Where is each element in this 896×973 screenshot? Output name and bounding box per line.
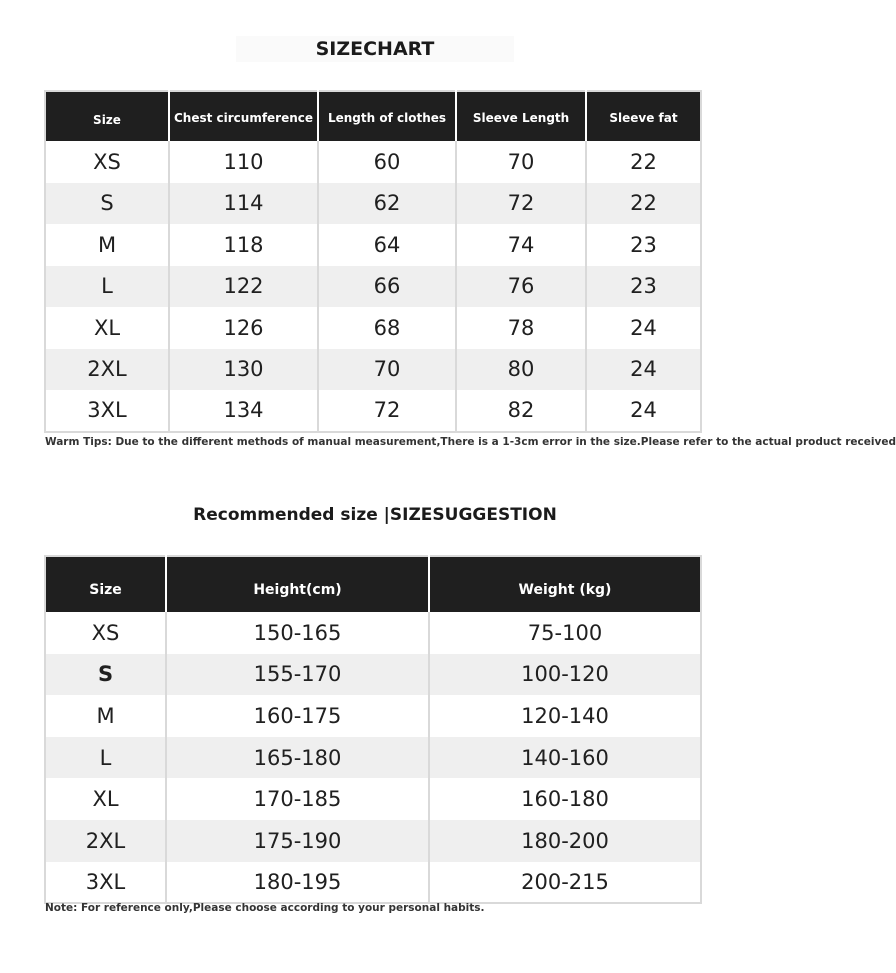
cell-sleeve-length: 70: [456, 141, 586, 183]
cell-height: 165-180: [166, 737, 429, 779]
cell-length: 66: [318, 266, 456, 308]
cell-height: 155-170: [166, 654, 429, 696]
cell-sleeve-fat: 23: [586, 266, 701, 308]
cell-chest: 126: [169, 307, 318, 349]
cell-size: XL: [93, 315, 121, 340]
size-chart-title: SIZECHART: [0, 38, 750, 60]
cell-chest: 114: [169, 183, 318, 225]
table-row: [45, 349, 701, 391]
cell-size: M: [96, 703, 115, 728]
cell-sleeve-fat: 24: [586, 349, 701, 391]
cell-size: L: [45, 737, 166, 779]
cell-weight: 180-200: [429, 820, 701, 862]
cell-sleeve-fat: 22: [586, 141, 701, 183]
cell-height: 180-195: [166, 862, 429, 904]
cell-size: L: [45, 266, 169, 308]
cell-sleeve-fat: 24: [586, 390, 701, 432]
cell-size: XS: [93, 149, 121, 174]
header-weight: Weight (kg): [429, 556, 701, 612]
table-row: [45, 307, 701, 349]
cell-size: M: [97, 232, 117, 257]
reference-note: Note: For reference only,Please choose according to your personal habits.: [45, 902, 485, 914]
cell-chest: 110: [169, 141, 318, 183]
cell-chest: 130: [169, 349, 318, 391]
table-row: [45, 141, 701, 183]
cell-length: 64: [318, 224, 456, 266]
cell-length: 68: [318, 307, 456, 349]
cell-height: 170-185: [166, 778, 429, 820]
cell-size: XL: [92, 787, 119, 812]
table-row: [45, 862, 701, 904]
cell-size: S: [45, 654, 166, 696]
cell-length: 70: [318, 349, 456, 391]
cell-weight: 140-160: [429, 737, 701, 779]
cell-height: 160-175: [166, 695, 429, 737]
cell-size: S: [45, 183, 169, 225]
header-sleeve-length: Sleeve Length: [456, 91, 586, 141]
suggestion-title: Recommended size |SIZESUGGESTION: [193, 505, 557, 525]
cell-chest: 122: [169, 266, 318, 308]
cell-height: 150-165: [166, 612, 429, 654]
cell-length: 60: [318, 141, 456, 183]
cell-sleeve-fat: 24: [586, 307, 701, 349]
cell-weight: 75-100: [429, 612, 701, 654]
size-chart-table: [44, 90, 702, 433]
cell-weight: 160-180: [429, 778, 701, 820]
cell-weight: 200-215: [429, 862, 701, 904]
table-row: [45, 820, 701, 862]
cell-size: XS: [91, 620, 120, 645]
header-chest: Chest circumference: [169, 91, 318, 141]
header-length: Length of clothes: [318, 91, 456, 141]
cell-chest: 134: [169, 390, 318, 432]
cell-size: 3XL: [87, 398, 127, 423]
header-height: Height(cm): [166, 556, 429, 612]
table-row: [45, 183, 701, 225]
table-header-row: [45, 556, 701, 612]
cell-sleeve-fat: 23: [586, 224, 701, 266]
header-size: Size: [45, 556, 166, 612]
cell-sleeve-length: 82: [456, 390, 586, 432]
header-size: Size: [45, 91, 169, 141]
cell-sleeve-length: 72: [456, 183, 586, 225]
table-row: [45, 612, 701, 654]
warm-tips-note: Warm Tips: Due to the different methods of manual measurement,There is a 1-3cm error in the size.Please refer to the actual product received: [45, 436, 896, 448]
cell-size: 3XL: [85, 869, 126, 894]
cell-length: 72: [318, 390, 456, 432]
table-row: [45, 654, 701, 696]
cell-length: 62: [318, 183, 456, 225]
cell-sleeve-length: 76: [456, 266, 586, 308]
table-row: [45, 224, 701, 266]
table-row: [45, 778, 701, 820]
header-sleeve-fat: Sleeve fat: [586, 91, 701, 141]
cell-sleeve-length: 80: [456, 349, 586, 391]
cell-size: 2XL: [45, 349, 169, 391]
cell-sleeve-length: 74: [456, 224, 586, 266]
size-suggestion-table: [44, 555, 702, 904]
cell-weight: 120-140: [429, 695, 701, 737]
cell-sleeve-length: 78: [456, 307, 586, 349]
cell-weight: 100-120: [429, 654, 701, 696]
table-header-row: [45, 91, 701, 141]
cell-sleeve-fat: 22: [586, 183, 701, 225]
table-row: [45, 266, 701, 308]
cell-height: 175-190: [166, 820, 429, 862]
cell-size: 2XL: [45, 820, 166, 862]
table-row: [45, 737, 701, 779]
table-row: [45, 695, 701, 737]
cell-chest: 118: [169, 224, 318, 266]
table-row: [45, 390, 701, 432]
